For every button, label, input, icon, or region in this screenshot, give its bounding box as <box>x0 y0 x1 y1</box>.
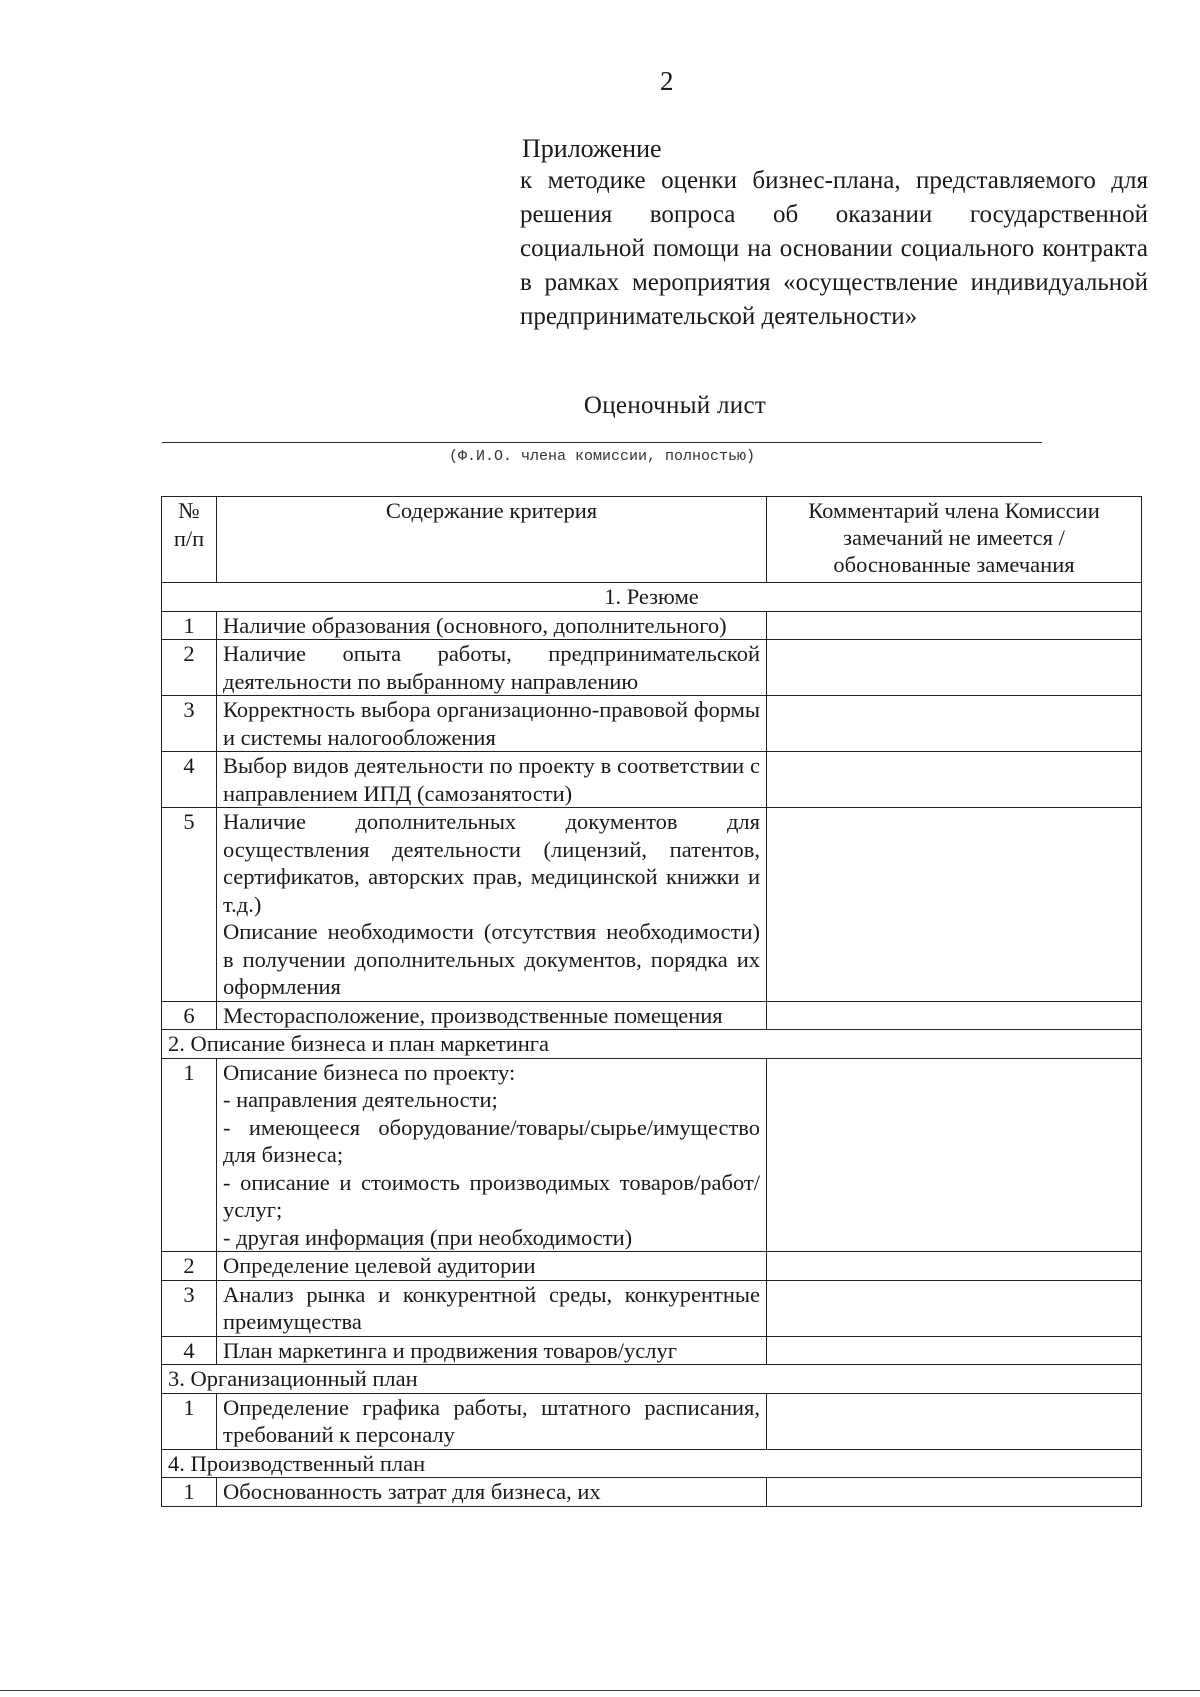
sheet-title: Оценочный лист <box>583 392 767 419</box>
row-num: 1 <box>162 611 217 640</box>
row-criterion: Наличие образования (основного, дополнительного) <box>217 611 767 640</box>
row-num: 3 <box>162 696 217 752</box>
section-row <box>162 1449 1142 1478</box>
section-row <box>162 1365 1142 1394</box>
appendix-body: к методике оценки бизнес-плана, представляемого для решения вопроса об оказании государственной социальной помощи на основании социального контракта в рамках мероприятия «осуществление индивидуальной предпринимательской деятельности» <box>520 167 1148 330</box>
row-comment-cell[interactable] <box>767 611 1142 640</box>
name-caption: (Ф.И.О. члена комиссии, полностью) <box>448 448 756 465</box>
table-row <box>162 1280 1142 1336</box>
section-row <box>162 1030 1142 1059</box>
row-num: 4 <box>162 752 217 808</box>
row-comment-cell[interactable] <box>767 752 1142 808</box>
table-row <box>162 808 1142 1002</box>
table-row <box>162 1393 1142 1449</box>
row-criterion: Наличие дополнительных документов для осуществления деятельности (лицензий, патентов, сертификатов, авторских прав, медицинской книжки и т.д.) Описание необходимости (отсутствия необходимости) в получении дополнительных документов, порядка их оформления <box>217 808 767 1002</box>
row-num: 4 <box>162 1336 217 1365</box>
row-criterion: Наличие опыта работы, предпринимательской деятельности по выбранному направлению <box>217 640 767 696</box>
table-row <box>162 1058 1142 1252</box>
table-row <box>162 1252 1142 1281</box>
section-row <box>162 583 1142 612</box>
row-comment-cell[interactable] <box>767 1280 1142 1336</box>
header-criterion: Содержание критерия <box>217 497 767 583</box>
row-criterion: Корректность выбора организационно-правовой формы и системы налогообложения <box>217 696 767 752</box>
section-title: 1. Резюме <box>162 583 1142 612</box>
appendix-title: Приложение <box>522 134 662 163</box>
header-num: № п/п <box>162 497 217 583</box>
row-criterion: Описание бизнеса по проекту: - направления деятельности; - имеющееся оборудование/товары/сырье/имущество для бизнеса; - описание и стоимость производимых товаров/работ/услуг; - другая информация (при необходимости) <box>217 1058 767 1252</box>
table-header-row <box>162 497 1142 583</box>
table-row <box>162 752 1142 808</box>
table-row <box>162 640 1142 696</box>
page-bottom-rule <box>0 1690 1200 1691</box>
row-comment-cell[interactable] <box>767 808 1142 1002</box>
row-criterion: Выбор видов деятельности по проекту в соответствии с направлением ИПД (самозанятости) <box>217 752 767 808</box>
row-comment-cell[interactable] <box>767 1252 1142 1281</box>
row-comment-cell[interactable] <box>767 1058 1142 1252</box>
name-signature-line <box>162 442 1042 443</box>
row-comment-cell[interactable] <box>767 1478 1142 1507</box>
row-comment-cell[interactable] <box>767 1393 1142 1449</box>
row-num: 6 <box>162 1001 217 1030</box>
row-criterion: Обоснованность затрат для бизнеса, их <box>217 1478 767 1507</box>
row-criterion: План маркетинга и продвижения товаров/услуг <box>217 1336 767 1365</box>
section-title: 2. Описание бизнеса и план маркетинга <box>162 1030 1142 1059</box>
row-num: 5 <box>162 808 217 1002</box>
section-title: 3. Организационный план <box>162 1365 1142 1394</box>
row-comment-cell[interactable] <box>767 1001 1142 1030</box>
table-row <box>162 696 1142 752</box>
row-criterion: Определение графика работы, штатного расписания, требований к персоналу <box>217 1393 767 1449</box>
table-row <box>162 611 1142 640</box>
row-num: 3 <box>162 1280 217 1336</box>
table-row <box>162 1001 1142 1030</box>
section-title: 4. Производственный план <box>162 1449 1142 1478</box>
row-num: 1 <box>162 1478 217 1507</box>
row-num: 2 <box>162 640 217 696</box>
table-row <box>162 1336 1142 1365</box>
row-num: 2 <box>162 1252 217 1281</box>
row-criterion: Анализ рынка и конкурентной среды, конкурентные преимущества <box>217 1280 767 1336</box>
table-row <box>162 1478 1142 1507</box>
row-criterion: Определение целевой аудитории <box>217 1252 767 1281</box>
appendix-header <box>520 132 1148 334</box>
row-criterion: Месторасположение, производственные помещения <box>217 1001 767 1030</box>
row-num: 1 <box>162 1393 217 1449</box>
row-comment-cell[interactable] <box>767 696 1142 752</box>
row-comment-cell[interactable] <box>767 640 1142 696</box>
criteria-table <box>161 496 1142 1507</box>
page-number: 2 <box>660 66 674 96</box>
row-num: 1 <box>162 1058 217 1252</box>
header-comment: Комментарий члена Комиссии замечаний не имеется / обоснованные замечания <box>767 497 1142 583</box>
row-comment-cell[interactable] <box>767 1336 1142 1365</box>
